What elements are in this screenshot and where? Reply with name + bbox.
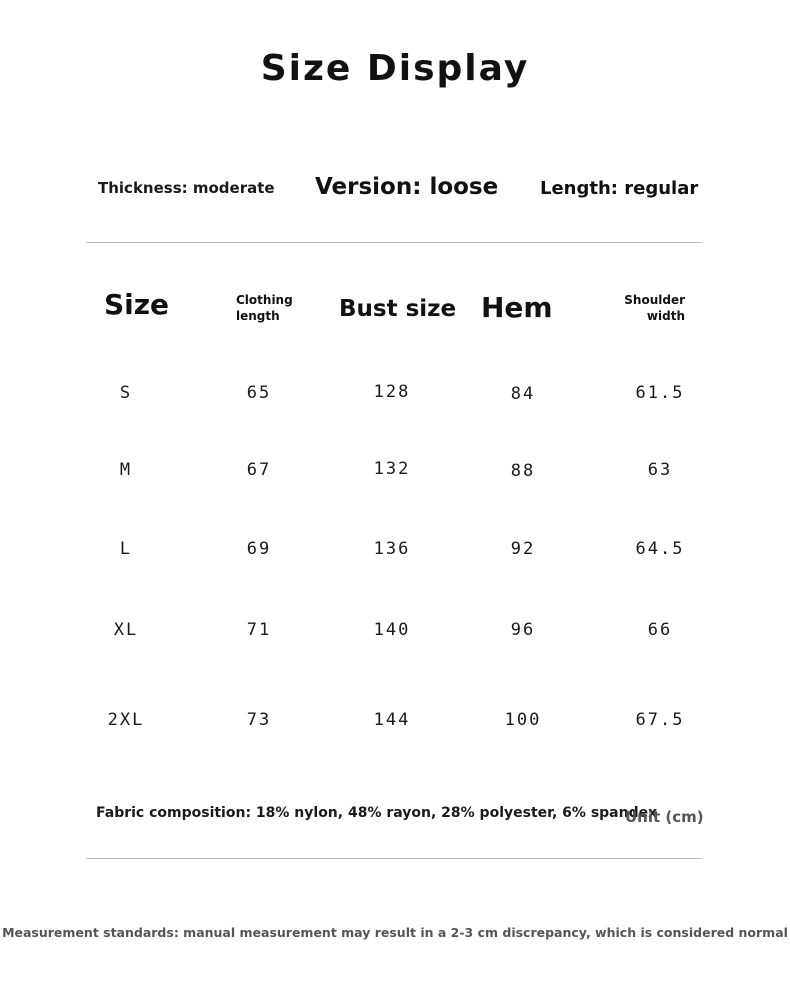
header-hem: Hem — [481, 291, 553, 324]
fabric-composition: Fabric composition: 18% nylon, 48% rayon, 28% polyester, 6% spandex — [96, 805, 658, 821]
cell-shoulder-width: 61.5 — [635, 383, 685, 403]
cell-hem: 84 — [510, 384, 536, 404]
measurement-footnote: Measurement standards: manual measurement may result in a 2-3 cm discrepancy, which is considered normal — [2, 925, 788, 940]
cell-size: S — [119, 383, 133, 403]
thickness-label: Thickness: moderate — [98, 179, 275, 197]
cell-clothing-length: 65 — [246, 383, 272, 403]
cell-bust-size: 128 — [373, 382, 411, 402]
cell-clothing-length: 73 — [246, 710, 272, 730]
cell-clothing-length: 67 — [246, 460, 272, 480]
cell-bust-size: 144 — [373, 710, 411, 730]
header-shoulder-width-line1: Shoulder — [624, 293, 685, 307]
cell-size: L — [119, 539, 133, 559]
cell-shoulder-width: 64.5 — [635, 539, 685, 559]
header-clothing-length-line2: length — [236, 309, 280, 323]
page-title: Size Display — [260, 48, 530, 89]
cell-hem: 88 — [510, 461, 536, 481]
cell-bust-size: 136 — [373, 539, 411, 559]
cell-hem: 96 — [510, 620, 536, 640]
cell-clothing-length: 71 — [246, 620, 272, 640]
cell-hem: 92 — [510, 539, 536, 559]
header-shoulder-width-line2: width — [646, 309, 685, 323]
cell-clothing-length: 69 — [246, 539, 272, 559]
length-label: Length: regular — [540, 178, 699, 199]
header-clothing-length — [236, 292, 293, 324]
cell-bust-size: 132 — [373, 459, 411, 479]
header-size: Size — [104, 288, 170, 321]
cell-shoulder-width: 63 — [647, 460, 673, 480]
version-label: Version: loose — [315, 174, 499, 200]
unit-label: Unit (cm) — [625, 808, 704, 826]
cell-size: M — [119, 460, 133, 480]
header-shoulder-width — [600, 292, 685, 324]
cell-hem: 100 — [504, 710, 542, 730]
cell-size: 2XL — [107, 710, 145, 730]
cell-shoulder-width: 66 — [647, 620, 673, 640]
bottom-divider — [86, 858, 702, 859]
header-clothing-length-line1: Clothing — [236, 293, 293, 307]
cell-bust-size: 140 — [373, 620, 411, 640]
header-bust-size: Bust size — [339, 296, 457, 322]
top-divider — [86, 242, 702, 243]
cell-shoulder-width: 67.5 — [635, 710, 685, 730]
cell-size: XL — [113, 620, 139, 640]
